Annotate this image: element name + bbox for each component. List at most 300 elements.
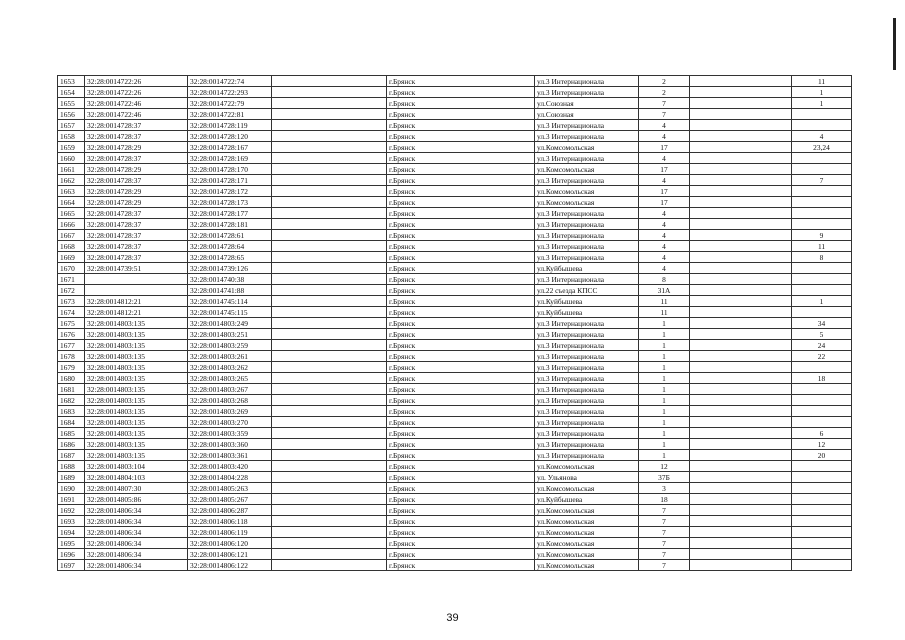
empty-cell bbox=[272, 87, 387, 98]
object-cadastral-number-cell: 32:28:0014803:361 bbox=[188, 450, 272, 461]
row-number-cell: 1677 bbox=[58, 340, 85, 351]
street-cell: ул.Куйбышева bbox=[535, 296, 639, 307]
table-row bbox=[58, 76, 852, 87]
apartment-number-cell bbox=[792, 384, 852, 395]
table-row bbox=[58, 428, 852, 439]
table-row bbox=[58, 417, 852, 428]
city-cell: г.Брянск bbox=[387, 296, 535, 307]
city-cell: г.Брянск bbox=[387, 395, 535, 406]
row-number-cell: 1695 bbox=[58, 538, 85, 549]
house-number-cell: 11 bbox=[639, 307, 690, 318]
street-cell: ул.Комсомольская bbox=[535, 483, 639, 494]
row-number-cell: 1686 bbox=[58, 439, 85, 450]
table-row bbox=[58, 439, 852, 450]
empty-cell bbox=[272, 560, 387, 571]
empty-cell bbox=[272, 340, 387, 351]
object-cadastral-number-cell: 32:28:0014803:249 bbox=[188, 318, 272, 329]
land-cadastral-number-cell: 32:28:0014806:34 bbox=[85, 549, 188, 560]
house-number-cell: 4 bbox=[639, 241, 690, 252]
table-row bbox=[58, 384, 852, 395]
apartment-number-cell bbox=[792, 197, 852, 208]
empty-cell bbox=[690, 450, 792, 461]
street-cell: ул.3 Интернационала bbox=[535, 76, 639, 87]
empty-cell bbox=[272, 373, 387, 384]
empty-cell bbox=[690, 395, 792, 406]
row-number-cell: 1660 bbox=[58, 153, 85, 164]
apartment-number-cell bbox=[792, 505, 852, 516]
row-number-cell: 1676 bbox=[58, 329, 85, 340]
table-row bbox=[58, 329, 852, 340]
empty-cell bbox=[690, 307, 792, 318]
street-cell: ул.3 Интернационала bbox=[535, 219, 639, 230]
object-cadastral-number-cell: 32:28:0014722:81 bbox=[188, 109, 272, 120]
table-row bbox=[58, 230, 852, 241]
house-number-cell: 4 bbox=[639, 230, 690, 241]
apartment-number-cell bbox=[792, 483, 852, 494]
city-cell: г.Брянск bbox=[387, 351, 535, 362]
apartment-number-cell: 11 bbox=[792, 76, 852, 87]
land-cadastral-number-cell: 32:28:0014722:26 bbox=[85, 87, 188, 98]
empty-cell bbox=[272, 186, 387, 197]
row-number-cell: 1684 bbox=[58, 417, 85, 428]
empty-cell bbox=[690, 516, 792, 527]
empty-cell bbox=[690, 164, 792, 175]
house-number-cell: 1 bbox=[639, 351, 690, 362]
empty-cell bbox=[690, 241, 792, 252]
object-cadastral-number-cell: 32:28:0014803:267 bbox=[188, 384, 272, 395]
table-row bbox=[58, 274, 852, 285]
land-cadastral-number-cell: 32:28:0014803:135 bbox=[85, 362, 188, 373]
city-cell: г.Брянск bbox=[387, 164, 535, 175]
empty-cell bbox=[690, 351, 792, 362]
row-number-cell: 1664 bbox=[58, 197, 85, 208]
street-cell: ул.3 Интернационала bbox=[535, 439, 639, 450]
empty-cell bbox=[690, 318, 792, 329]
empty-cell bbox=[690, 219, 792, 230]
table-row bbox=[58, 406, 852, 417]
empty-cell bbox=[272, 252, 387, 263]
table-row bbox=[58, 87, 852, 98]
object-cadastral-number-cell: 32:28:0014728:181 bbox=[188, 219, 272, 230]
city-cell: г.Брянск bbox=[387, 252, 535, 263]
row-number-cell: 1681 bbox=[58, 384, 85, 395]
row-number-cell: 1656 bbox=[58, 109, 85, 120]
object-cadastral-number-cell: 32:28:0014806:119 bbox=[188, 527, 272, 538]
table-row bbox=[58, 560, 852, 571]
table-row bbox=[58, 120, 852, 131]
empty-cell bbox=[690, 131, 792, 142]
empty-cell bbox=[272, 296, 387, 307]
table-row bbox=[58, 395, 852, 406]
empty-cell bbox=[272, 98, 387, 109]
street-cell: ул.Комсомольская bbox=[535, 142, 639, 153]
object-cadastral-number-cell: 32:28:0014803:261 bbox=[188, 351, 272, 362]
city-cell: г.Брянск bbox=[387, 472, 535, 483]
apartment-number-cell bbox=[792, 208, 852, 219]
empty-cell bbox=[690, 186, 792, 197]
empty-cell bbox=[272, 307, 387, 318]
city-cell: г.Брянск bbox=[387, 406, 535, 417]
empty-cell bbox=[690, 560, 792, 571]
street-cell: ул.Куйбышева bbox=[535, 307, 639, 318]
table-row bbox=[58, 153, 852, 164]
city-cell: г.Брянск bbox=[387, 109, 535, 120]
table-row bbox=[58, 483, 852, 494]
house-number-cell: 4 bbox=[639, 120, 690, 131]
object-cadastral-number-cell: 32:28:0014806:121 bbox=[188, 549, 272, 560]
table-row bbox=[58, 252, 852, 263]
empty-cell bbox=[272, 395, 387, 406]
apartment-number-cell: 12 bbox=[792, 439, 852, 450]
street-cell: ул.3 Интернационала bbox=[535, 340, 639, 351]
city-cell: г.Брянск bbox=[387, 527, 535, 538]
object-cadastral-number-cell: 32:28:0014803:251 bbox=[188, 329, 272, 340]
street-cell: ул.3 Интернационала bbox=[535, 120, 639, 131]
land-cadastral-number-cell: 32:28:0014722:46 bbox=[85, 109, 188, 120]
table-row bbox=[58, 131, 852, 142]
street-cell: ул.3 Интернационала bbox=[535, 406, 639, 417]
land-cadastral-number-cell: 32:28:0014728:37 bbox=[85, 175, 188, 186]
city-cell: г.Брянск bbox=[387, 76, 535, 87]
street-cell: ул.Комсомольская bbox=[535, 186, 639, 197]
table-row bbox=[58, 208, 852, 219]
row-number-cell: 1675 bbox=[58, 318, 85, 329]
land-cadastral-number-cell: 32:28:0014728:37 bbox=[85, 252, 188, 263]
empty-cell bbox=[690, 527, 792, 538]
city-cell: г.Брянск bbox=[387, 494, 535, 505]
empty-cell bbox=[272, 175, 387, 186]
house-number-cell: 7 bbox=[639, 98, 690, 109]
row-number-cell: 1665 bbox=[58, 208, 85, 219]
object-cadastral-number-cell: 32:28:0014803:262 bbox=[188, 362, 272, 373]
city-cell: г.Брянск bbox=[387, 142, 535, 153]
object-cadastral-number-cell: 32:28:0014806:118 bbox=[188, 516, 272, 527]
land-cadastral-number-cell: 32:28:0014804:103 bbox=[85, 472, 188, 483]
empty-cell bbox=[690, 373, 792, 384]
city-cell: г.Брянск bbox=[387, 307, 535, 318]
row-number-cell: 1694 bbox=[58, 527, 85, 538]
city-cell: г.Брянск bbox=[387, 362, 535, 373]
table-row bbox=[58, 362, 852, 373]
apartment-number-cell bbox=[792, 395, 852, 406]
object-cadastral-number-cell: 32:28:0014805:263 bbox=[188, 483, 272, 494]
land-cadastral-number-cell: 32:28:0014728:37 bbox=[85, 230, 188, 241]
house-number-cell: 7 bbox=[639, 538, 690, 549]
object-cadastral-number-cell: 32:28:0014805:267 bbox=[188, 494, 272, 505]
land-cadastral-number-cell: 32:28:0014803:135 bbox=[85, 428, 188, 439]
object-cadastral-number-cell: 32:28:0014728:169 bbox=[188, 153, 272, 164]
row-number-cell: 1653 bbox=[58, 76, 85, 87]
apartment-number-cell bbox=[792, 549, 852, 560]
object-cadastral-number-cell: 32:28:0014728:119 bbox=[188, 120, 272, 131]
empty-cell bbox=[690, 461, 792, 472]
row-number-cell: 1696 bbox=[58, 549, 85, 560]
house-number-cell: 11 bbox=[639, 296, 690, 307]
apartment-number-cell: 34 bbox=[792, 318, 852, 329]
land-cadastral-number-cell: 32:28:0014812:21 bbox=[85, 307, 188, 318]
empty-cell bbox=[272, 219, 387, 230]
empty-cell bbox=[690, 329, 792, 340]
street-cell: ул.3 Интернационала bbox=[535, 450, 639, 461]
land-cadastral-number-cell: 32:28:0014803:135 bbox=[85, 417, 188, 428]
apartment-number-cell: 20 bbox=[792, 450, 852, 461]
object-cadastral-number-cell: 32:28:0014728:65 bbox=[188, 252, 272, 263]
land-cadastral-number-cell: 32:28:0014803:104 bbox=[85, 461, 188, 472]
land-cadastral-number-cell: 32:28:0014807:30 bbox=[85, 483, 188, 494]
house-number-cell: 1 bbox=[639, 439, 690, 450]
land-cadastral-number-cell: 32:28:0014806:34 bbox=[85, 538, 188, 549]
land-cadastral-number-cell: 32:28:0014806:34 bbox=[85, 516, 188, 527]
land-cadastral-number-cell: 32:28:0014728:37 bbox=[85, 120, 188, 131]
row-number-cell: 1654 bbox=[58, 87, 85, 98]
land-cadastral-number-cell: 32:28:0014803:135 bbox=[85, 395, 188, 406]
street-cell: ул.Комсомольская bbox=[535, 505, 639, 516]
empty-cell bbox=[272, 285, 387, 296]
street-cell: ул. Ульянова bbox=[535, 472, 639, 483]
empty-cell bbox=[272, 483, 387, 494]
land-cadastral-number-cell: 32:28:0014728:37 bbox=[85, 219, 188, 230]
table-row bbox=[58, 109, 852, 120]
land-cadastral-number-cell: 32:28:0014728:37 bbox=[85, 208, 188, 219]
apartment-number-cell: 22 bbox=[792, 351, 852, 362]
city-cell: г.Брянск bbox=[387, 483, 535, 494]
city-cell: г.Брянск bbox=[387, 439, 535, 450]
table-row bbox=[58, 318, 852, 329]
house-number-cell: 17 bbox=[639, 164, 690, 175]
apartment-number-cell bbox=[792, 461, 852, 472]
object-cadastral-number-cell: 32:28:0014722:79 bbox=[188, 98, 272, 109]
street-cell: ул.3 Интернационала bbox=[535, 175, 639, 186]
apartment-number-cell bbox=[792, 527, 852, 538]
house-number-cell: 7 bbox=[639, 549, 690, 560]
table-row bbox=[58, 505, 852, 516]
city-cell: г.Брянск bbox=[387, 318, 535, 329]
city-cell: г.Брянск bbox=[387, 340, 535, 351]
street-cell: ул.Комсомольская bbox=[535, 197, 639, 208]
empty-cell bbox=[272, 197, 387, 208]
house-number-cell: 31А bbox=[639, 285, 690, 296]
empty-cell bbox=[690, 87, 792, 98]
empty-cell bbox=[690, 263, 792, 274]
apartment-number-cell: 6 bbox=[792, 428, 852, 439]
street-cell: ул.3 Интернационала bbox=[535, 252, 639, 263]
page-number: 39 bbox=[446, 612, 459, 624]
empty-cell bbox=[690, 538, 792, 549]
house-number-cell: 37Б bbox=[639, 472, 690, 483]
table-row bbox=[58, 340, 852, 351]
house-number-cell: 18 bbox=[639, 494, 690, 505]
house-number-cell: 1 bbox=[639, 406, 690, 417]
land-cadastral-number-cell: 32:28:0014728:37 bbox=[85, 241, 188, 252]
empty-cell bbox=[690, 362, 792, 373]
row-number-cell: 1666 bbox=[58, 219, 85, 230]
land-cadastral-number-cell: 32:28:0014803:135 bbox=[85, 384, 188, 395]
object-cadastral-number-cell: 32:28:0014722:293 bbox=[188, 87, 272, 98]
empty-cell bbox=[272, 505, 387, 516]
row-number-cell: 1658 bbox=[58, 131, 85, 142]
row-number-cell: 1657 bbox=[58, 120, 85, 131]
city-cell: г.Брянск bbox=[387, 329, 535, 340]
land-cadastral-number-cell: 32:28:0014803:135 bbox=[85, 450, 188, 461]
street-cell: ул.3 Интернационала bbox=[535, 274, 639, 285]
house-number-cell: 1 bbox=[639, 384, 690, 395]
house-number-cell: 2 bbox=[639, 76, 690, 87]
apartment-number-cell bbox=[792, 560, 852, 571]
street-cell: ул.3 Интернационала bbox=[535, 208, 639, 219]
empty-cell bbox=[690, 197, 792, 208]
table-row bbox=[58, 296, 852, 307]
object-cadastral-number-cell: 32:28:0014722:74 bbox=[188, 76, 272, 87]
table-row bbox=[58, 307, 852, 318]
cadastral-table bbox=[57, 75, 852, 571]
object-cadastral-number-cell: 32:28:0014803:420 bbox=[188, 461, 272, 472]
land-cadastral-number-cell: 32:28:0014728:29 bbox=[85, 164, 188, 175]
empty-cell bbox=[690, 274, 792, 285]
row-number-cell: 1678 bbox=[58, 351, 85, 362]
object-cadastral-number-cell: 32:28:0014806:122 bbox=[188, 560, 272, 571]
object-cadastral-number-cell: 32:28:0014803:359 bbox=[188, 428, 272, 439]
city-cell: г.Брянск bbox=[387, 153, 535, 164]
object-cadastral-number-cell: 32:28:0014728:120 bbox=[188, 131, 272, 142]
apartment-number-cell bbox=[792, 186, 852, 197]
object-cadastral-number-cell: 32:28:0014803:265 bbox=[188, 373, 272, 384]
row-number-cell: 1673 bbox=[58, 296, 85, 307]
table-row bbox=[58, 494, 852, 505]
land-cadastral-number-cell: 32:28:0014806:34 bbox=[85, 560, 188, 571]
table-row bbox=[58, 164, 852, 175]
apartment-number-cell bbox=[792, 494, 852, 505]
house-number-cell: 4 bbox=[639, 263, 690, 274]
house-number-cell: 1 bbox=[639, 395, 690, 406]
empty-cell bbox=[272, 153, 387, 164]
land-cadastral-number-cell: 32:28:0014803:135 bbox=[85, 340, 188, 351]
street-cell: ул.3 Интернационала bbox=[535, 87, 639, 98]
empty-cell bbox=[272, 494, 387, 505]
row-number-cell: 1689 bbox=[58, 472, 85, 483]
table-row bbox=[58, 351, 852, 362]
apartment-number-cell: 8 bbox=[792, 252, 852, 263]
apartment-number-cell bbox=[792, 516, 852, 527]
house-number-cell: 8 bbox=[639, 274, 690, 285]
empty-cell bbox=[690, 98, 792, 109]
street-cell: ул.3 Интернационала bbox=[535, 153, 639, 164]
empty-cell bbox=[272, 109, 387, 120]
apartment-number-cell: 5 bbox=[792, 329, 852, 340]
apartment-number-cell: 1 bbox=[792, 296, 852, 307]
city-cell: г.Брянск bbox=[387, 131, 535, 142]
object-cadastral-number-cell: 32:28:0014728:170 bbox=[188, 164, 272, 175]
street-cell: ул.3 Интернационала bbox=[535, 395, 639, 406]
apartment-number-cell bbox=[792, 274, 852, 285]
empty-cell bbox=[272, 76, 387, 87]
empty-cell bbox=[272, 384, 387, 395]
street-cell: ул.Куйбышева bbox=[535, 494, 639, 505]
house-number-cell: 17 bbox=[639, 186, 690, 197]
row-number-cell: 1683 bbox=[58, 406, 85, 417]
empty-cell bbox=[690, 340, 792, 351]
city-cell: г.Брянск bbox=[387, 186, 535, 197]
empty-cell bbox=[690, 230, 792, 241]
object-cadastral-number-cell: 32:28:0014806:287 bbox=[188, 505, 272, 516]
land-cadastral-number-cell: 32:28:0014805:86 bbox=[85, 494, 188, 505]
empty-cell bbox=[272, 208, 387, 219]
house-number-cell: 1 bbox=[639, 340, 690, 351]
empty-cell bbox=[690, 252, 792, 263]
city-cell: г.Брянск bbox=[387, 241, 535, 252]
empty-cell bbox=[272, 362, 387, 373]
empty-cell bbox=[272, 439, 387, 450]
apartment-number-cell: 4 bbox=[792, 131, 852, 142]
empty-cell bbox=[272, 142, 387, 153]
empty-cell bbox=[690, 296, 792, 307]
city-cell: г.Брянск bbox=[387, 87, 535, 98]
land-cadastral-number-cell: 32:28:0014806:34 bbox=[85, 505, 188, 516]
empty-cell bbox=[272, 549, 387, 560]
street-cell: ул.Комсомольская bbox=[535, 461, 639, 472]
house-number-cell: 7 bbox=[639, 560, 690, 571]
empty-cell bbox=[272, 472, 387, 483]
row-number-cell: 1693 bbox=[58, 516, 85, 527]
empty-cell bbox=[690, 120, 792, 131]
object-cadastral-number-cell: 32:28:0014728:171 bbox=[188, 175, 272, 186]
land-cadastral-number-cell bbox=[85, 274, 188, 285]
street-cell: ул.3 Интернационала bbox=[535, 351, 639, 362]
empty-cell bbox=[272, 263, 387, 274]
empty-cell bbox=[690, 549, 792, 560]
street-cell: ул.3 Интернационала bbox=[535, 373, 639, 384]
land-cadastral-number-cell: 32:28:0014722:46 bbox=[85, 98, 188, 109]
city-cell: г.Брянск bbox=[387, 175, 535, 186]
city-cell: г.Брянск bbox=[387, 549, 535, 560]
house-number-cell: 12 bbox=[639, 461, 690, 472]
city-cell: г.Брянск bbox=[387, 230, 535, 241]
city-cell: г.Брянск bbox=[387, 450, 535, 461]
object-cadastral-number-cell: 32:28:0014728:177 bbox=[188, 208, 272, 219]
empty-cell bbox=[272, 527, 387, 538]
object-cadastral-number-cell: 32:28:0014740:38 bbox=[188, 274, 272, 285]
land-cadastral-number-cell: 32:28:0014803:135 bbox=[85, 351, 188, 362]
object-cadastral-number-cell: 32:28:0014745:115 bbox=[188, 307, 272, 318]
row-number-cell: 1687 bbox=[58, 450, 85, 461]
apartment-number-cell bbox=[792, 153, 852, 164]
object-cadastral-number-cell: 32:28:0014728:167 bbox=[188, 142, 272, 153]
house-number-cell: 17 bbox=[639, 197, 690, 208]
city-cell: г.Брянск bbox=[387, 373, 535, 384]
empty-cell bbox=[272, 428, 387, 439]
city-cell: г.Брянск bbox=[387, 560, 535, 571]
land-cadastral-number-cell: 32:28:0014803:135 bbox=[85, 329, 188, 340]
apartment-number-cell bbox=[792, 285, 852, 296]
row-number-cell: 1679 bbox=[58, 362, 85, 373]
table-row bbox=[58, 516, 852, 527]
row-number-cell: 1697 bbox=[58, 560, 85, 571]
table-row bbox=[58, 186, 852, 197]
land-cadastral-number-cell: 32:28:0014806:34 bbox=[85, 527, 188, 538]
empty-cell bbox=[690, 208, 792, 219]
land-cadastral-number-cell: 32:28:0014803:135 bbox=[85, 406, 188, 417]
row-number-cell: 1671 bbox=[58, 274, 85, 285]
row-number-cell: 1668 bbox=[58, 241, 85, 252]
object-cadastral-number-cell: 32:28:0014803:268 bbox=[188, 395, 272, 406]
row-number-cell: 1680 bbox=[58, 373, 85, 384]
city-cell: г.Брянск bbox=[387, 208, 535, 219]
land-cadastral-number-cell bbox=[85, 285, 188, 296]
table-row bbox=[58, 142, 852, 153]
house-number-cell: 7 bbox=[639, 516, 690, 527]
empty-cell bbox=[690, 109, 792, 120]
house-number-cell: 3 bbox=[639, 483, 690, 494]
row-number-cell: 1685 bbox=[58, 428, 85, 439]
